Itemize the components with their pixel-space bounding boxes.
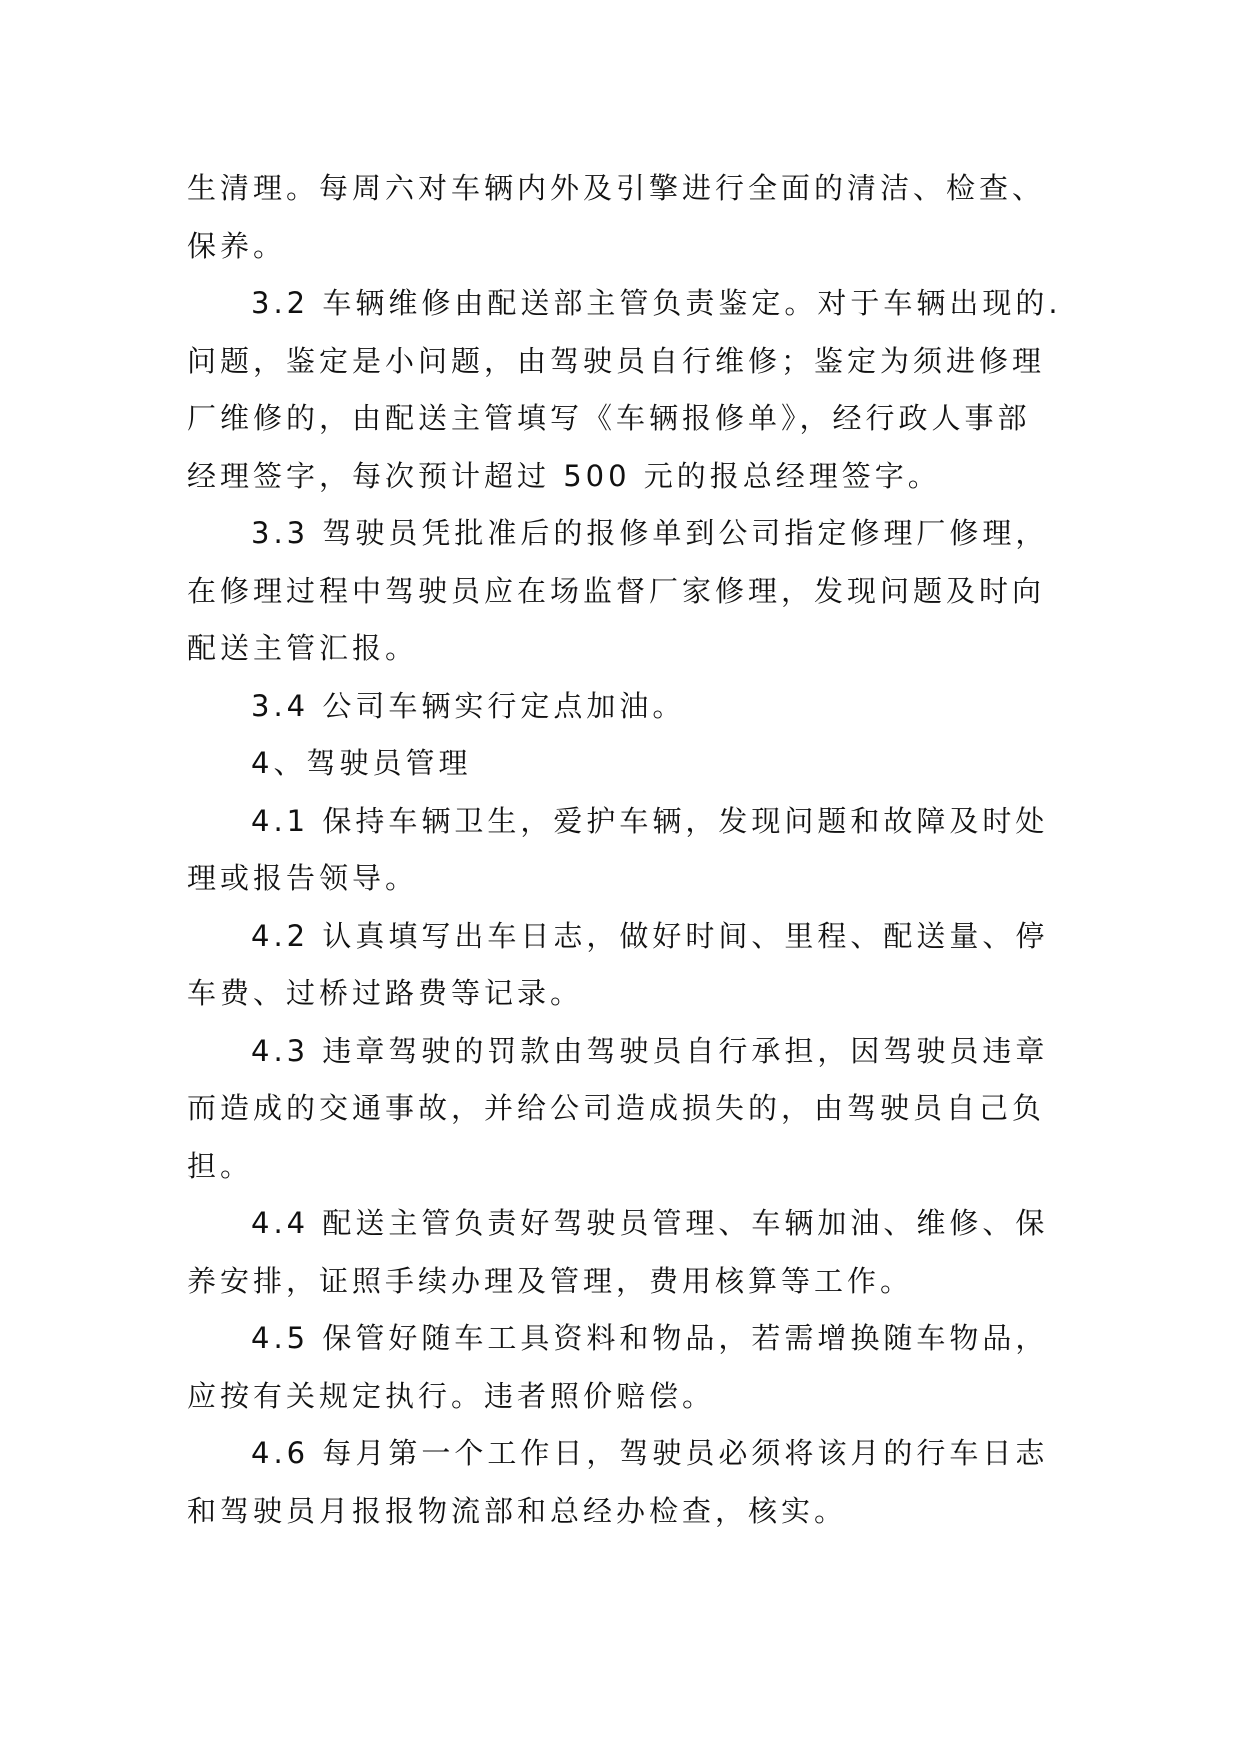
text-line: 4.1 保持车辆卫生，爱护车辆，发现问题和故障及时处	[251, 803, 1049, 838]
text-line: 和驾驶员月报报物流部和总经办检查，核实。	[187, 1493, 848, 1528]
document-body	[187, 160, 1067, 1540]
text-line: 配送主管汇报。	[187, 631, 419, 665]
text-line: 养安排，证照手续办理及管理，费用核算等工作。	[187, 1263, 914, 1298]
text-line: 3.2 车辆维修由配送部主管负责鉴定。对于车辆出现的.	[251, 286, 1062, 320]
text-line: 经理签字，每次预计超过 500 元的报总经理签字。	[187, 458, 941, 493]
text-line: 4.3 违章驾驶的罚款由驾驶员自行承担，因驾驶员违章	[251, 1033, 1049, 1068]
section-heading: 4、驾驶员管理	[251, 746, 472, 780]
text-line: 担。	[187, 1148, 254, 1183]
text-line: 4.4 配送主管负责好驾驶员管理、车辆加油、维修、保	[251, 1206, 1049, 1240]
text-line: 理或报告领导。	[187, 861, 419, 895]
text-line: 3.4 公司车辆实行定点加油。	[251, 688, 686, 723]
text-line: 在修理过程中驾驶员应在场监督厂家修理，发现问题及时向	[187, 573, 1046, 608]
text-line: 4.6 每月第一个工作日，驾驶员必须将该月的行车日志	[251, 1436, 1049, 1470]
text-line: 应按有关规定执行。违者照价赔偿。	[187, 1378, 716, 1413]
text-line: 而造成的交通事故，并给公司造成损失的，由驾驶员自己负	[187, 1091, 1046, 1125]
text-line: 4.5 保管好随车工具资料和物品，若需增换随车物品，	[251, 1321, 1049, 1355]
text-line: 4.2 认真填写出车日志，做好时间、里程、配送量、停	[251, 918, 1049, 953]
text-line: 车费、过桥过路费等记录。	[187, 976, 584, 1010]
text-line: 生清理。每周六对车辆内外及引擎进行全面的清洁、检查、	[187, 171, 1046, 205]
text-line: 厂维修的，由配送主管填写《车辆报修单》，经行政人事部	[187, 401, 1031, 435]
text-line: 问题，鉴定是小问题，由驾驶员自行维修；鉴定为须进修理	[187, 343, 1046, 378]
text-line: 3.3 驾驶员凭批准后的报修单到公司指定修理厂修理，	[251, 516, 1049, 550]
text-line: 保养。	[187, 228, 287, 263]
